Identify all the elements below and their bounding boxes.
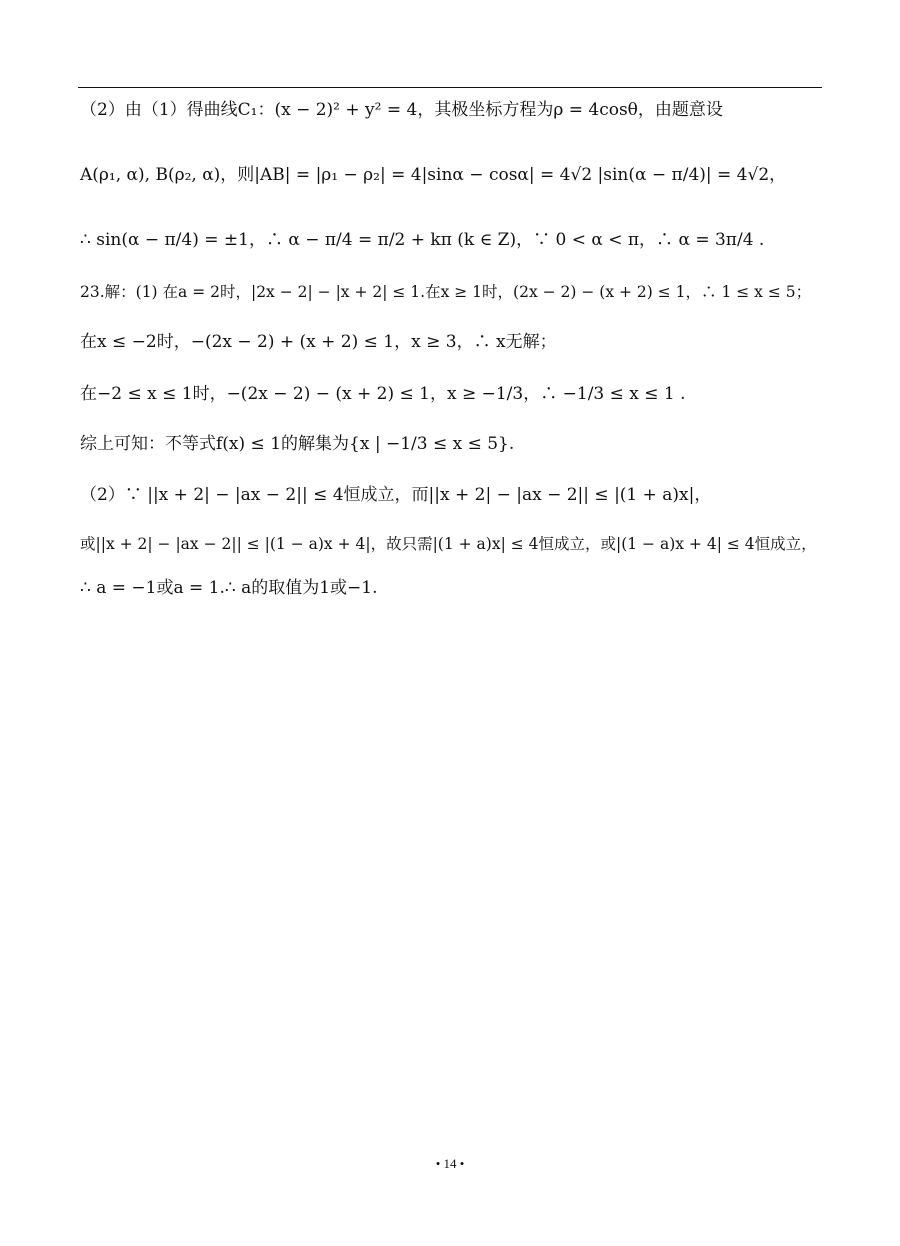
line-1: （2）由（1）得曲线C₁：(x − 2)² + y² = 4，其极坐标方程为ρ = 4cosθ，由题意设: [80, 100, 723, 120]
page-number: • 14 •: [435, 1156, 465, 1171]
line-8: （2）∵ ||x + 2| − |ax − 2|| ≤ 4恒成立，而||x + 2| − |ax − 2|| ≤ |(1 + a)x|，: [80, 485, 712, 505]
line-4: 23.解：(1) 在a = 2时，|2x − 2| − |x + 2| ≤ 1.在x ≥ 1时，(2x − 2) − (x + 2) ≤ 1，∴ 1 ≤ x ≤ 5；: [80, 283, 812, 301]
line-7: 综上可知：不等式f(x) ≤ 1的解集为{x | −1/3 ≤ x ≤ 5}.: [80, 434, 515, 454]
line-2: A(ρ₁, α), B(ρ₂, α)，则|AB| = |ρ₁ − ρ₂| = 4|sinα − cosα| = 4√2 |sin(α − π/4)| = 4√2，: [80, 165, 787, 185]
header-rule: [78, 87, 822, 88]
line-10: ∴ a = −1或a = 1.∴ a的取值为1或−1.: [80, 578, 378, 598]
line-9: 或||x + 2| − |ax − 2|| ≤ |(1 − a)x + 4|，故只需|(1 + a)x| ≤ 4恒成立，或|(1 − a)x + 4| ≤ 4恒成立，: [80, 535, 817, 553]
line-3: ∴ sin(α − π/4) = ±1，∴ α − π/4 = π/2 + kπ (k ∈ Z)，∵ 0 < α < π，∴ α = 3π/4 .: [80, 230, 765, 250]
line-6: 在−2 ≤ x ≤ 1时，−(2x − 2) − (x + 2) ≤ 1，x ≥ −1/3，∴ −1/3 ≤ x ≤ 1 .: [80, 384, 686, 404]
line-5: 在x ≤ −2时，−(2x − 2) + (x + 2) ≤ 1，x ≥ 3，∴ x无解；: [80, 332, 557, 352]
